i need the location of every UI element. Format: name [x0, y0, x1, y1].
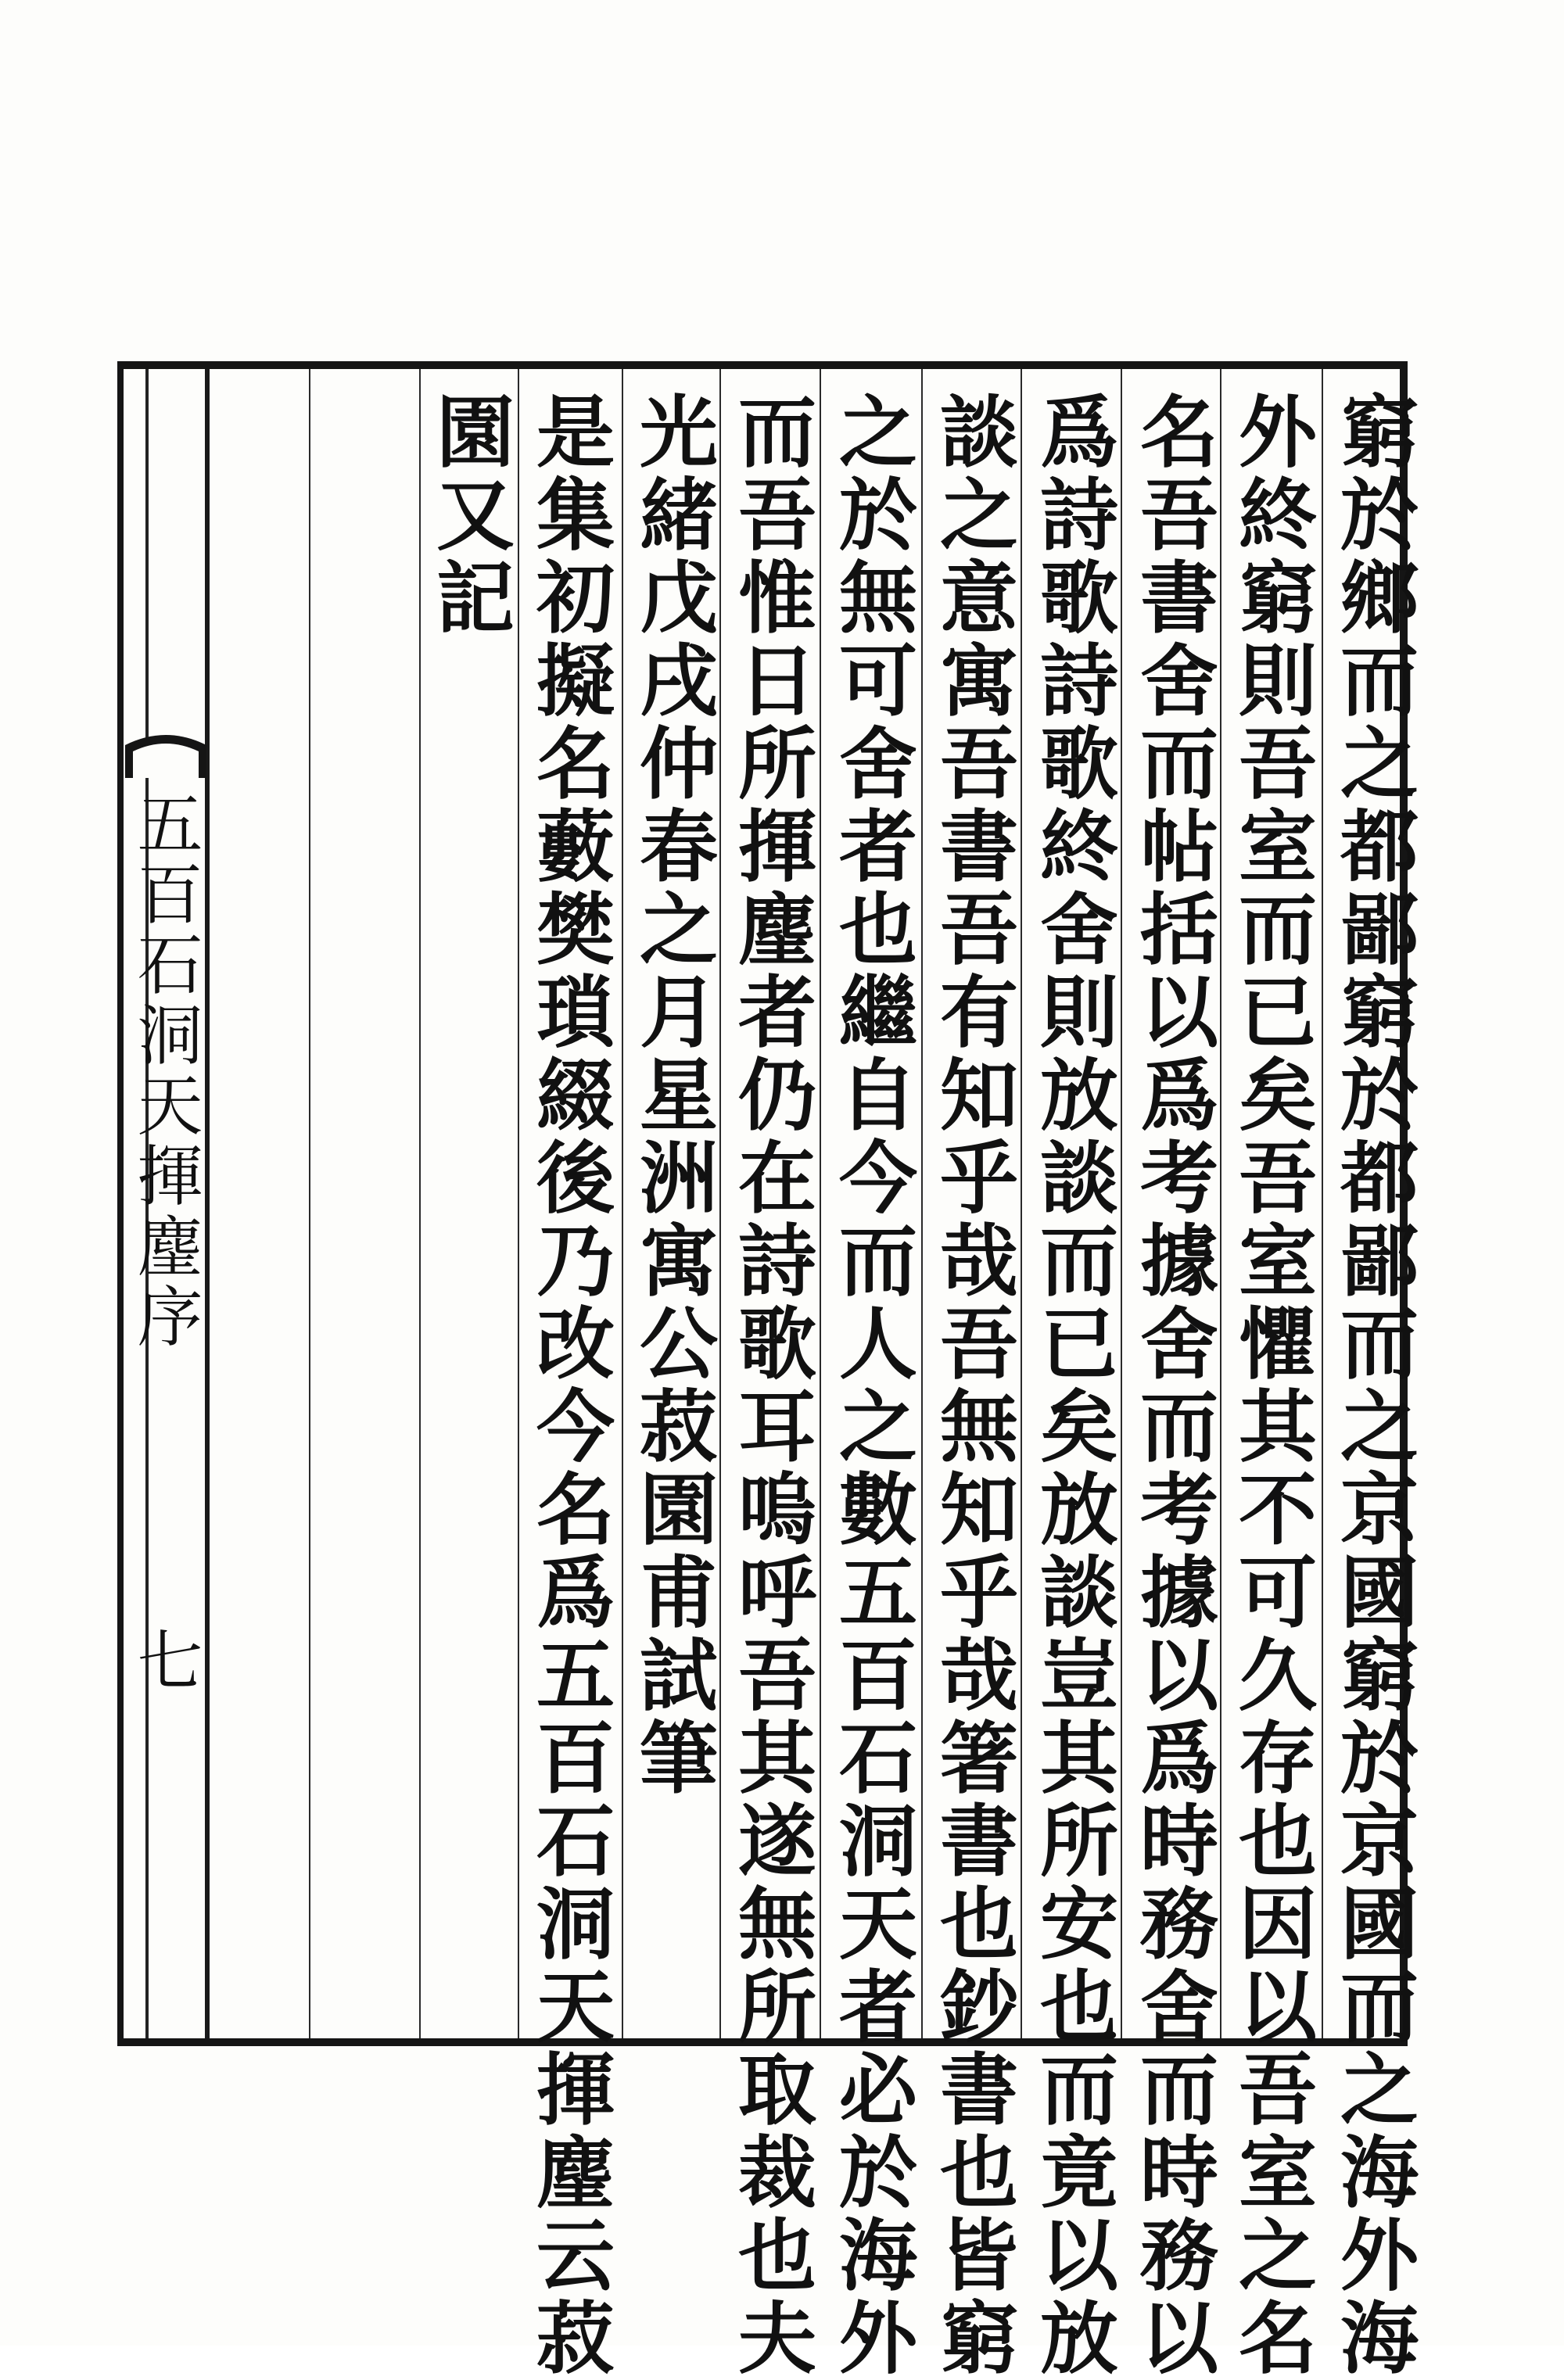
column-rule	[1021, 369, 1022, 2038]
column-rule	[1220, 369, 1221, 2038]
text-column-3: 名吾書舍而帖括以爲考據舍而考據以爲時務舍而時務以	[1127, 391, 1219, 2380]
column-rule	[1121, 369, 1122, 2038]
column-rule	[719, 369, 721, 2038]
fishtail-ornament-icon	[125, 731, 206, 778]
column-rule	[518, 369, 519, 2038]
column-rule	[622, 369, 623, 2038]
column-rule	[309, 369, 310, 2038]
text-column-2: 外終窮則吾室而已矣吾室懼其不可久存也因以吾室之名	[1225, 391, 1318, 2380]
page-number: 七	[127, 1626, 203, 1692]
text-column-9: 是集初擬名藪樊瑣綴後乃改今名爲五百石洞天揮麈云菽	[523, 391, 615, 2380]
text-column-4: 爲詩歌詩歌終舍則放談而已矣放談豈其所安也而竟以放	[1027, 391, 1119, 2380]
column-rule	[1322, 369, 1323, 2038]
column-rule	[921, 369, 923, 2038]
text-column-10: 園又記	[423, 391, 515, 640]
column-rule	[419, 369, 421, 2038]
column-rule	[820, 369, 821, 2038]
fold-title: 五百石洞天揮麈序	[127, 790, 203, 1353]
text-column-6: 之於無可舍者也繼自今而人之數五百石洞天者必於海外	[826, 391, 918, 2380]
text-column-8: 光緒戊戌仲春之月星洲寓公菽園甫試筆	[626, 391, 719, 1800]
text-column-7: 而吾惟日所揮麈者仍在詩歌耳嗚呼吾其遂無所取裁也夫	[725, 391, 817, 2380]
text-column-1: 窮於鄉而之都鄙窮於都鄙而之京國窮於京國而之海外海	[1327, 391, 1419, 2380]
text-column-5: 談之意寓吾書吾有知乎哉吾無知乎哉箸書也鈔書也皆窮	[927, 391, 1019, 2380]
